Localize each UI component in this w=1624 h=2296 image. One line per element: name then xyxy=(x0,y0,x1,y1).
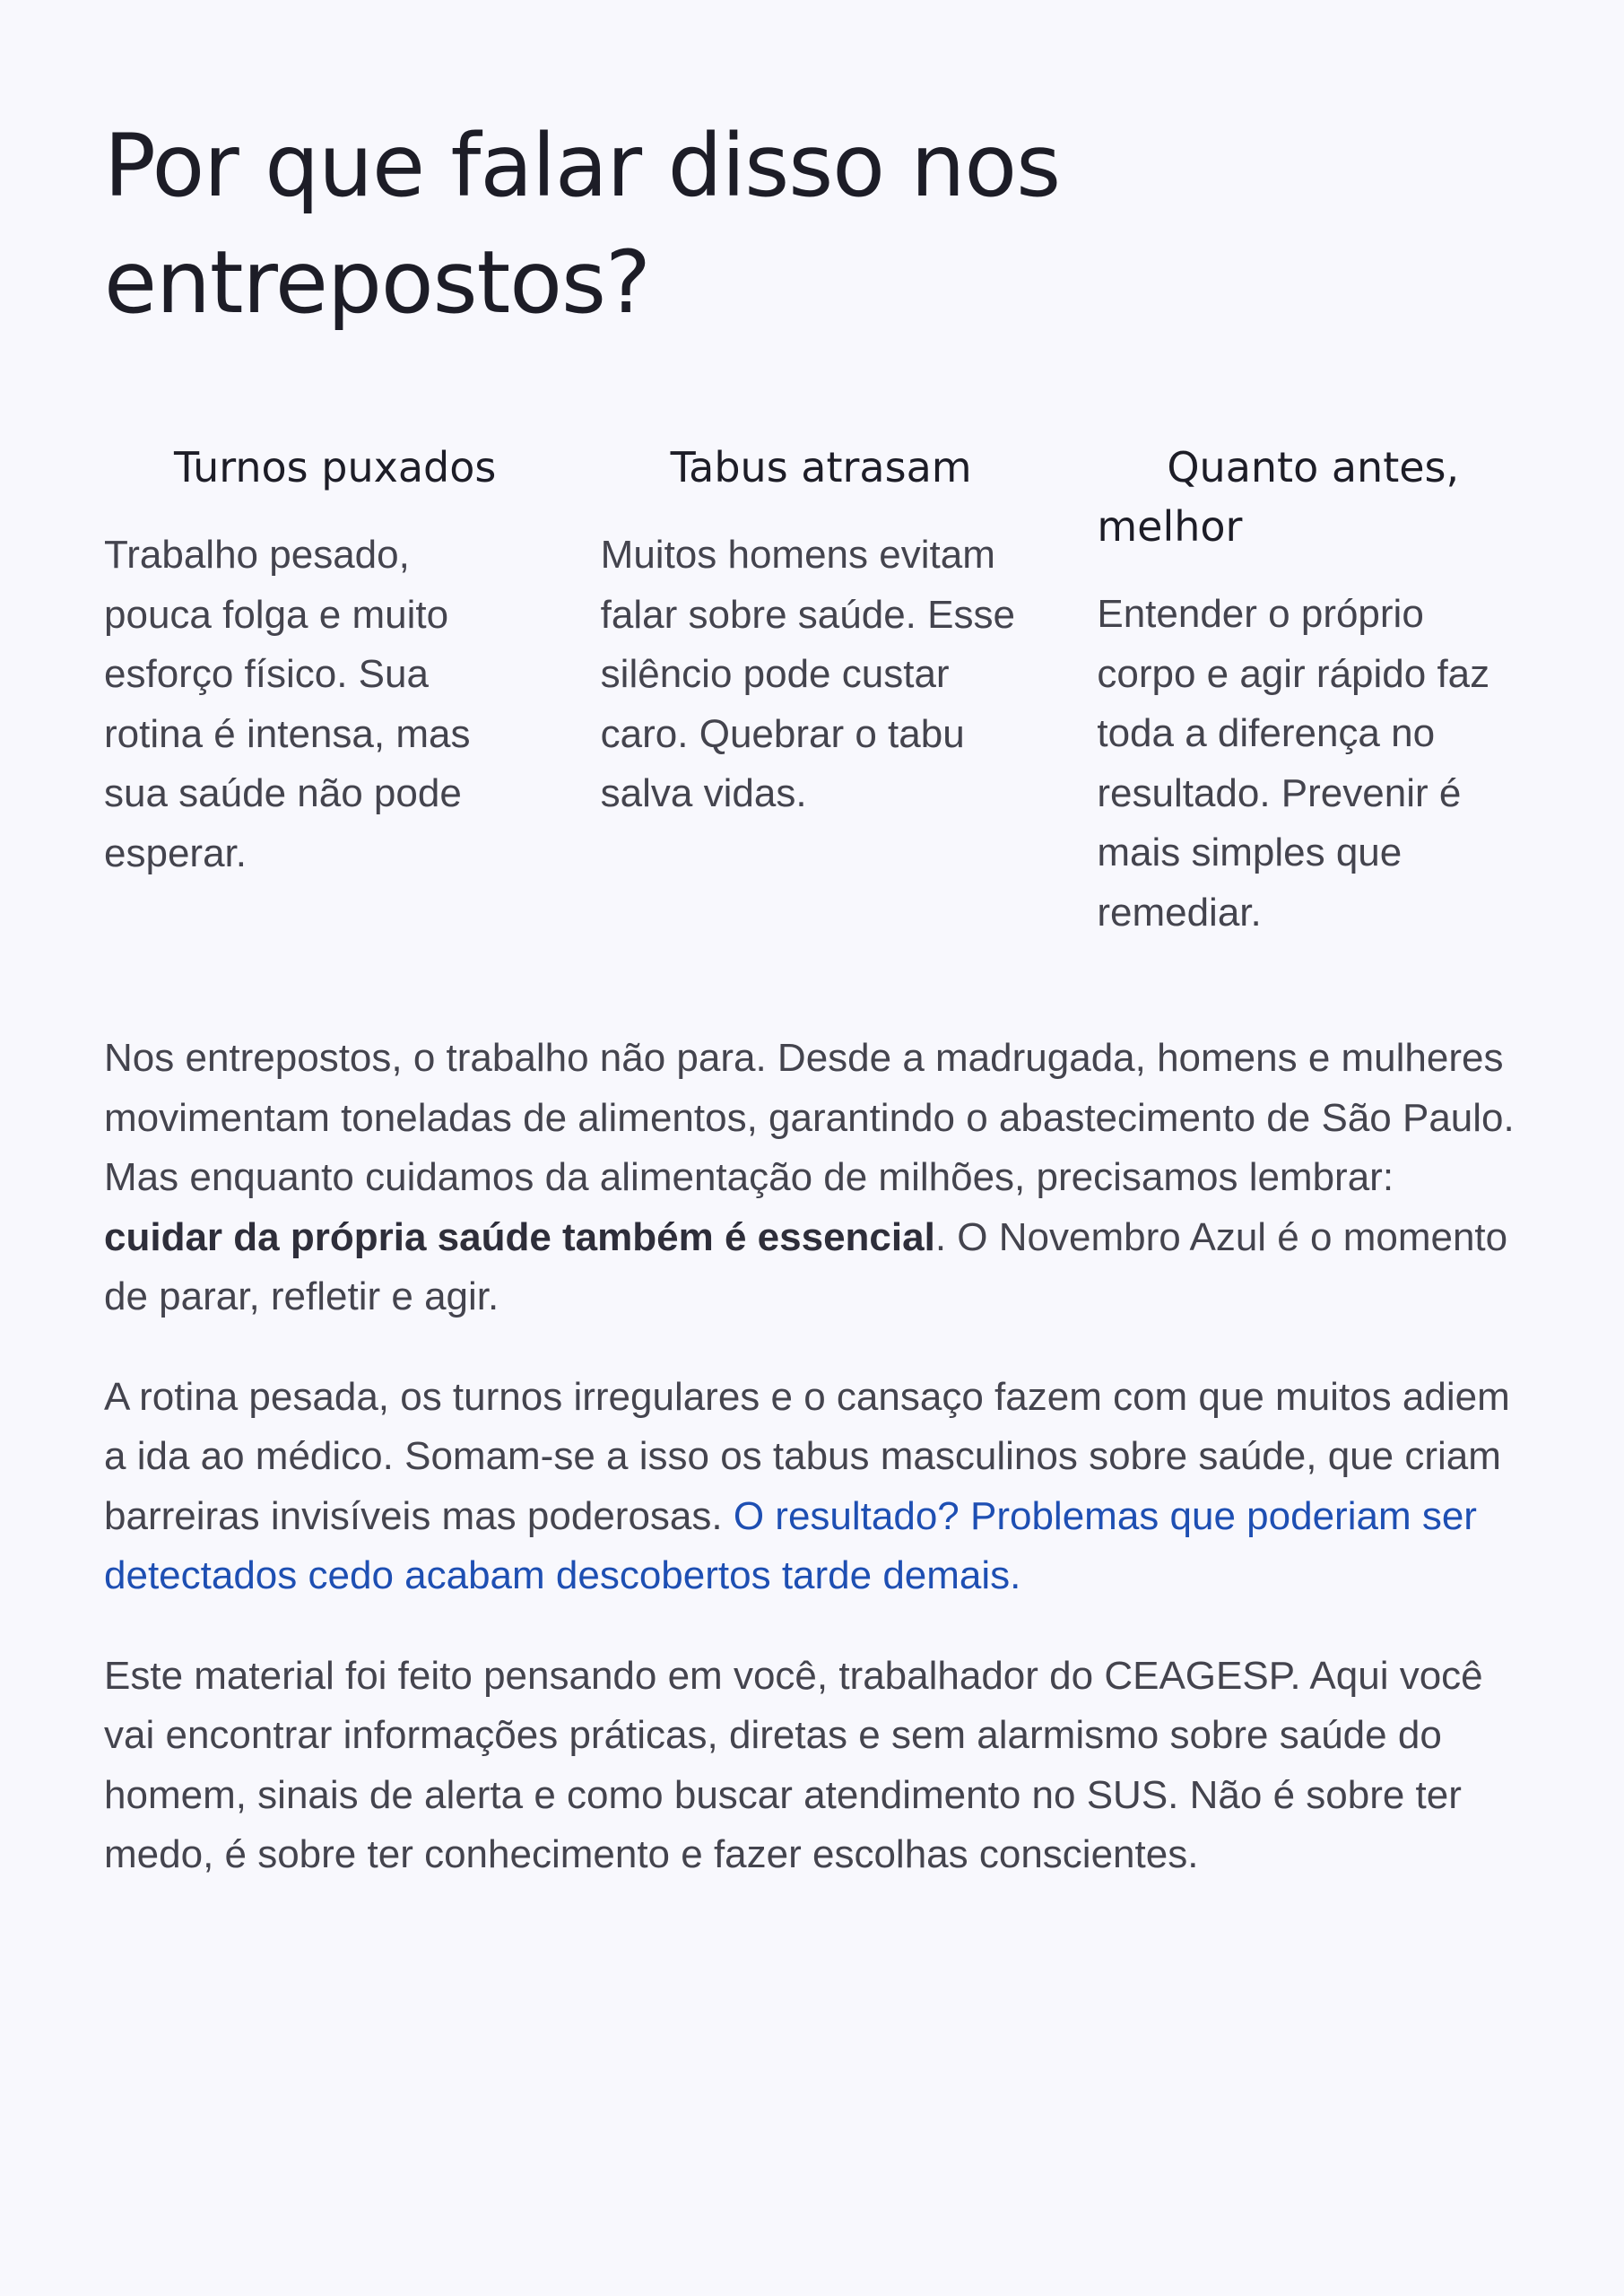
reason-column-taboos xyxy=(601,438,1025,943)
paragraph-intro xyxy=(104,1029,1521,1327)
reason-column-early xyxy=(1097,438,1521,943)
paragraph-routine xyxy=(104,1368,1521,1606)
page-content xyxy=(104,108,1521,1926)
reason-title: Tabus atrasam xyxy=(670,443,972,491)
reasons-columns xyxy=(104,438,1521,943)
reason-text: Trabalho pesado, pouca folga e muito esforço físico. Sua rotina é intensa, mas sua saúde não pode esperar. xyxy=(104,533,471,875)
paragraph-text: . O Novembro Azul é o momento de parar, refletir e agir. xyxy=(104,1214,1508,1318)
paragraph-material: Este material foi feito pensando em você, trabalhador do CEAGESP. Aqui você vai encontrar informações práticas, diretas e sem alarmismo sobre saúde do homem, sinais de alerta e como buscar atendimento no SUS. Não é sobre ter medo, é sobre ter conhecimento e fazer escolhas conscientes. xyxy=(104,1653,1483,1876)
body-text xyxy=(104,1029,1521,1885)
reason-text: Entender o próprio corpo e agir rápido faz toda a diferença no resultado. Prevenir é mais simples que remediar. xyxy=(1097,592,1490,935)
page-title: Por que falar disso nos entrepostos? xyxy=(104,116,1061,333)
reason-title: Turnos puxados xyxy=(174,443,497,491)
reason-column-shifts xyxy=(104,438,528,943)
reason-text: Muitos homens evitam falar sobre saúde. Esse silêncio pode custar caro. Quebrar o tabu salva vidas. xyxy=(600,533,1015,815)
emphasis-text: cuidar da própria saúde também é essencial xyxy=(104,1214,935,1259)
paragraph-text: A rotina pesada, os turnos irregulares e o cansaço fazem com que muitos adiem a ida ao médico. Somam-se a isso os tabus masculinos sobre saúde, que criam barreiras invisíveis mas poderosas. xyxy=(104,1374,1510,1538)
reason-title: Quanto antes, melhor xyxy=(1097,443,1460,551)
paragraph-text: Nos entrepostos, o trabalho não para. Desde a madrugada, homens e mulheres movimentam toneladas de alimentos, garantindo o abastecimento de São Paulo. Mas enquanto cuidamos da alimentação de milhões, precisamos lembrar: xyxy=(104,1036,1515,1199)
highlight-text: O resultado? Problemas que poderiam ser detectados cedo acabam descobertos tarde demais. xyxy=(104,1493,1477,1597)
